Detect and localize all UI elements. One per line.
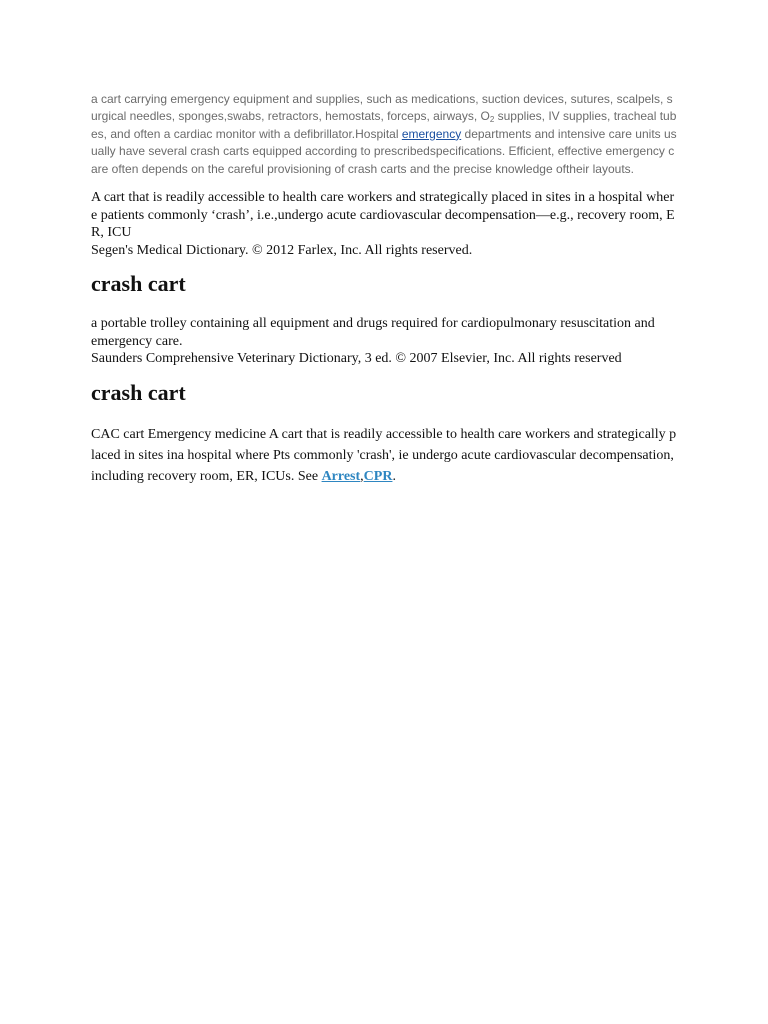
definition-saunders <box>91 315 679 368</box>
definition-general-text: a cart carrying emergency equipment and supplies, such as medications, suction devices, sutures, scalpels, surgical needles, sponges,swabs, retractors, hemostats, forceps, airways, O <box>91 92 673 124</box>
segen-source: Segen's Medical Dictionary. © 2012 Farlex, Inc. All rights reserved. <box>91 242 473 258</box>
definition-mcgraw <box>91 424 679 487</box>
definition-segen <box>91 189 679 259</box>
definition-general <box>91 91 679 178</box>
saunders-definition-text: a portable trolley containing all equipment and drugs required for cardiopulmonary resuscitation and emergency care. <box>91 316 655 349</box>
o2-subscript: 2 <box>489 115 495 125</box>
crash-cart-heading-2: crash cart <box>91 379 186 405</box>
crash-cart-heading-1: crash cart <box>91 271 186 297</box>
saunders-source: Saunders Comprehensive Veterinary Dictionary, 3 ed. © 2007 Elsevier, Inc. All rights reserved <box>91 351 622 367</box>
dictionary-page <box>91 91 679 487</box>
closing-period: . <box>392 468 396 484</box>
definition-general-text-continued: supplies, IV supplies, tracheal tubes, and often a cardiac monitor with a defibrillator.Hospital <box>91 109 677 141</box>
cpr-link[interactable]: CPR <box>363 468 393 484</box>
mcgraw-definition-text: CAC cart Emergency medicine A cart that is readily accessible to health care workers and strategically placed in sites ina hospital where Pts commonly 'crash', ie undergo acute cardiovascular decompensation, including recovery room, ER, ICUs. See <box>91 426 677 484</box>
arrest-link[interactable]: Arrest <box>321 468 361 484</box>
link-separator-comma: , <box>360 468 364 484</box>
definition-general-text-end: departments and intensive care units usually have several crash carts equipped according to prescribedspecifications. Efficient, effective emergency care often depends on the careful provisioning of crash carts and the precise knowledge oftheir layouts. <box>91 126 677 176</box>
emergency-link[interactable]: emergency <box>401 126 462 141</box>
segen-definition-text: A cart that is readily accessible to health care workers and strategically placed in sites in a hospital where patients commonly ‘crash’, i.e.,undergo acute cardiovascular decompensation—e.g., recovery room, ER, ICU <box>91 190 675 241</box>
